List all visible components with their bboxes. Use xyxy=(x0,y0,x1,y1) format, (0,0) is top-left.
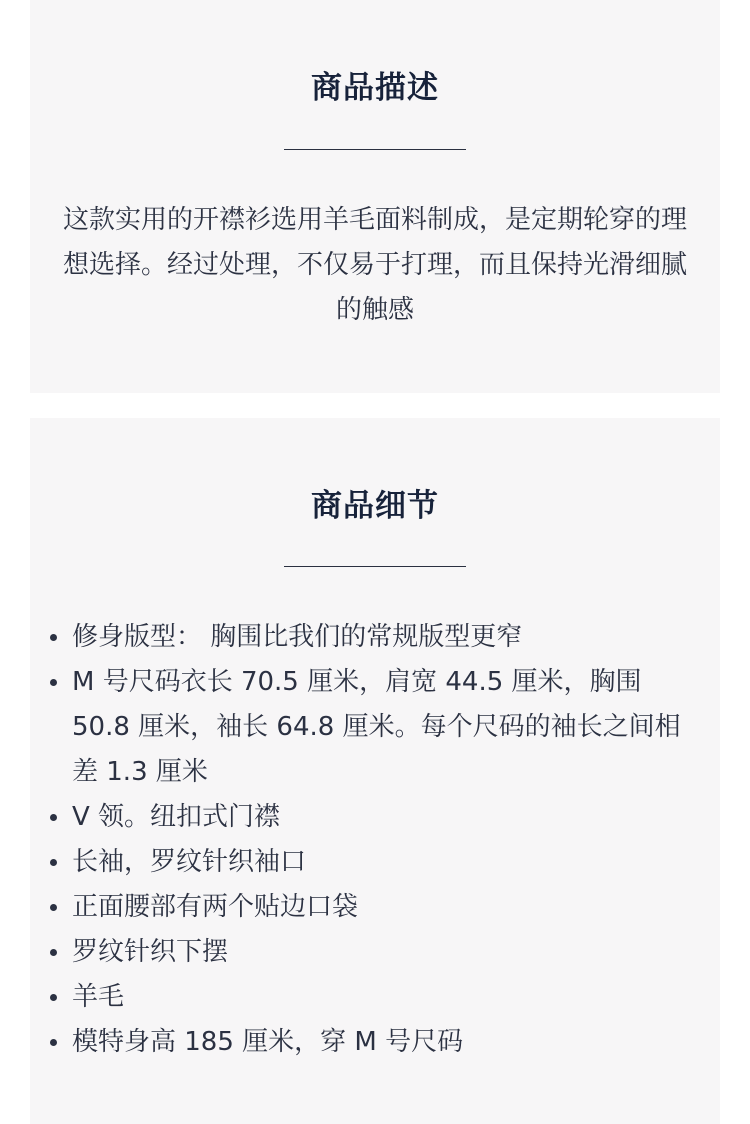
list-item xyxy=(72,840,698,885)
title-divider xyxy=(284,149,466,150)
bullet-icon xyxy=(50,904,57,911)
bullet-icon xyxy=(50,634,57,641)
list-item xyxy=(72,885,698,930)
list-item-text: M 号尺码衣长 70.5 厘米，肩宽 44.5 厘米，胸围 50.8 厘米，袖长 64.8 厘米。每个尺码的袖长之间相差 1.3 厘米 xyxy=(72,667,681,787)
product-details-title: 商品细节 xyxy=(311,488,439,524)
product-details-list xyxy=(30,615,720,1065)
bullet-icon xyxy=(50,949,57,956)
list-item xyxy=(72,615,698,660)
title-divider xyxy=(284,566,466,567)
bullet-icon xyxy=(50,814,57,821)
product-description-card xyxy=(30,0,720,393)
bullet-icon xyxy=(50,1039,57,1046)
list-item-text: 羊毛 xyxy=(72,982,125,1012)
product-description-text: 这款实用的开襟衫选用羊毛面料制成，是定期轮穿的理想选择。经过处理，不仅易于打理，而且保持光滑细腻的触感 xyxy=(62,205,687,325)
list-item xyxy=(72,930,698,975)
list-item-text: 模特身高 185 厘米，穿 M 号尺码 xyxy=(72,1027,464,1057)
list-item-text: 正面腰部有两个贴边口袋 xyxy=(72,892,359,922)
list-item-text: 罗纹针织下摆 xyxy=(72,937,229,967)
list-item xyxy=(72,795,698,840)
list-item-text: 修身版型： 胸围比我们的常规版型更窄 xyxy=(72,622,523,652)
product-description-title: 商品描述 xyxy=(311,70,439,106)
list-item xyxy=(72,975,698,1020)
list-item-text: 长袖，罗纹针织袖口 xyxy=(72,847,307,877)
product-details-card xyxy=(30,418,720,1124)
bullet-icon xyxy=(50,679,57,686)
bullet-icon xyxy=(50,859,57,866)
list-item xyxy=(72,660,698,795)
bullet-icon xyxy=(50,994,57,1001)
list-item xyxy=(72,1020,698,1065)
list-item-text: V 领。纽扣式门襟 xyxy=(72,802,281,832)
